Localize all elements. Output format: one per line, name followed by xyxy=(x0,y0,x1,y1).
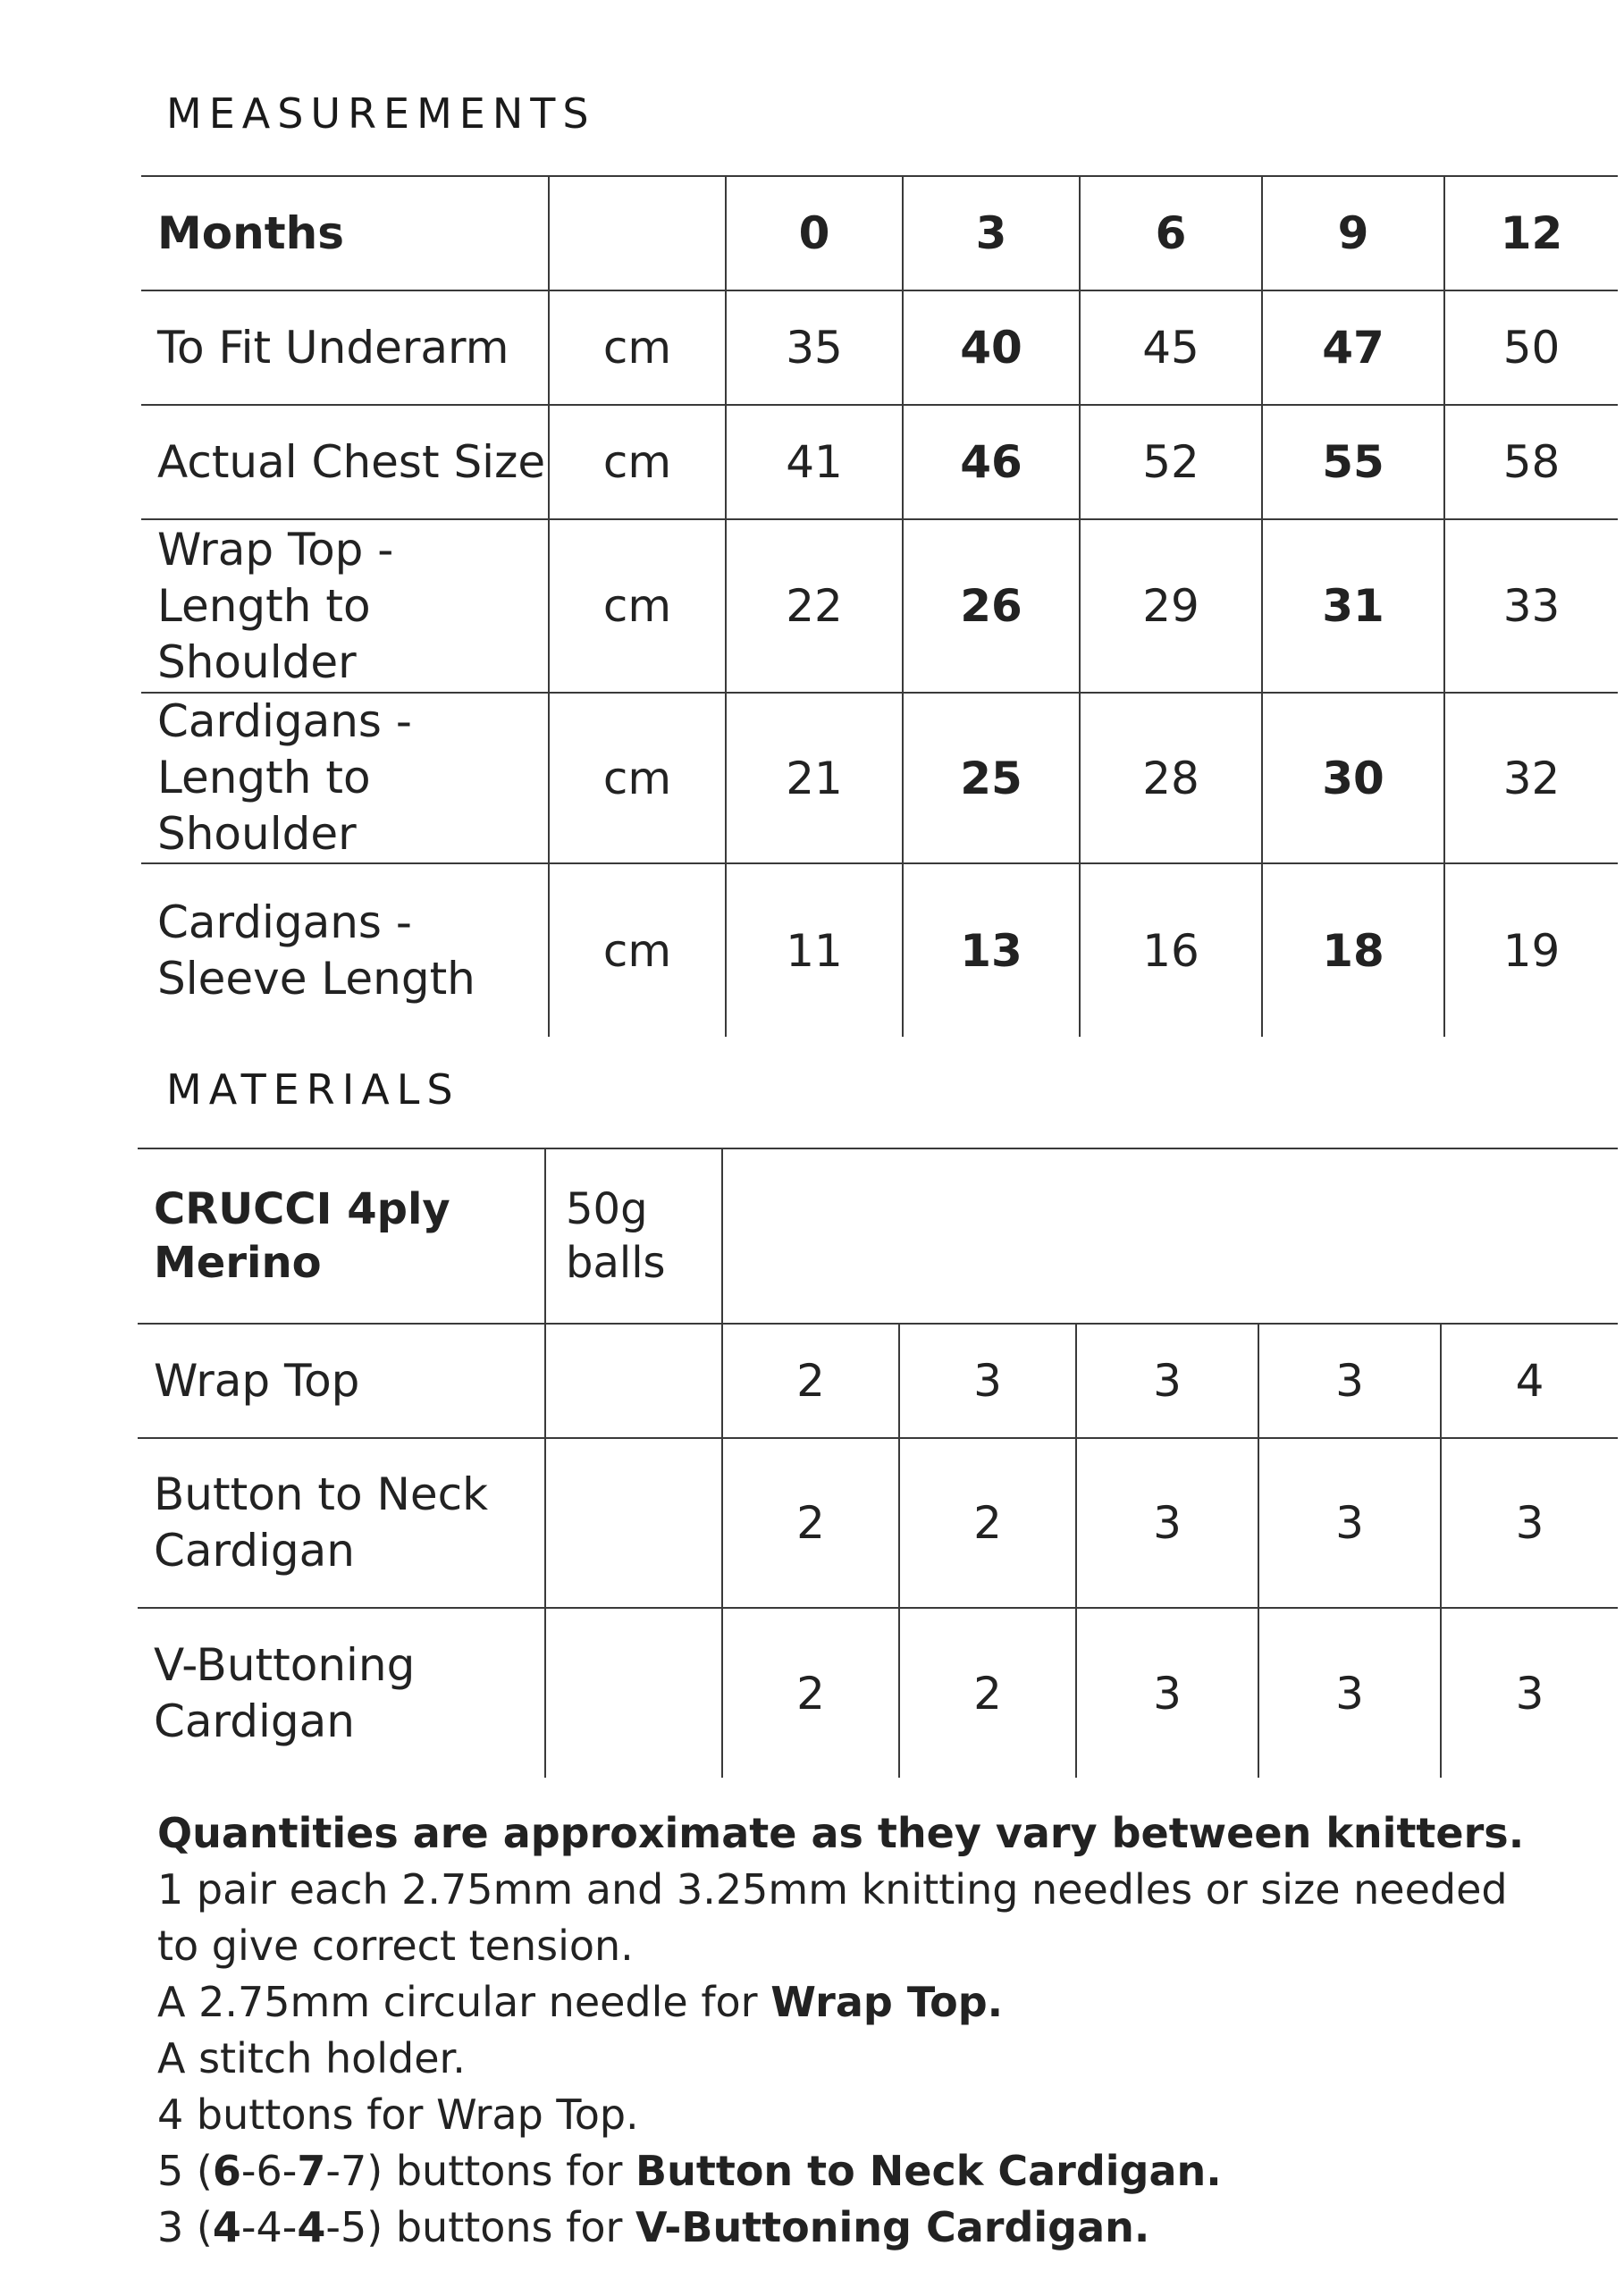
cell-value: 13 xyxy=(903,863,1080,1037)
stitch-holder-note: A stitch holder. xyxy=(157,2034,466,2082)
materials-table xyxy=(138,1148,1618,1778)
months-label: Months xyxy=(141,176,549,290)
item-name: Button to Neck Cardigan. xyxy=(635,2147,1222,2195)
table-row xyxy=(141,519,1618,693)
size-header: 12 xyxy=(1444,176,1618,290)
cell-value: 3 xyxy=(1258,1438,1441,1608)
cell-value: 16 xyxy=(1080,863,1262,1037)
size-header: 3 xyxy=(903,176,1080,290)
cell-value: 40 xyxy=(903,290,1080,405)
table-row xyxy=(141,693,1618,863)
row-label: To Fit Underarm xyxy=(141,290,549,405)
cell-value: 3 xyxy=(1258,1324,1441,1438)
cell-value: 3 xyxy=(1076,1438,1258,1608)
yarn-unit: 50g balls xyxy=(545,1148,722,1324)
table-row xyxy=(141,290,1618,405)
bold-count: 4 xyxy=(297,2203,326,2251)
cell-value: 33 xyxy=(1444,519,1618,693)
row-label: Cardigans - Sleeve Length xyxy=(141,863,549,1037)
cell-value: 2 xyxy=(722,1438,899,1608)
cell-value: 30 xyxy=(1262,693,1444,863)
cell-value: 55 xyxy=(1262,405,1444,519)
v-cardigan-buttons-note: 3 (4-4-4-5) buttons for V-Buttoning Cardigan. xyxy=(157,2203,1150,2251)
cell-value: 25 xyxy=(903,693,1080,863)
table-row xyxy=(138,1438,1618,1608)
circular-needle-text: A 2.75mm circular needle for xyxy=(157,1978,771,2026)
row-unit: cm xyxy=(549,290,726,405)
table-row xyxy=(141,863,1618,1037)
cell-value: 32 xyxy=(1444,693,1618,863)
bold-count: 4 xyxy=(212,2203,241,2251)
count: 7 xyxy=(340,2147,367,2195)
cell-value: 3 xyxy=(1441,1608,1618,1778)
circular-needle-note xyxy=(157,1974,1552,2031)
measurements-heading: MEASUREMENTS xyxy=(166,89,596,138)
cell-value: 3 xyxy=(1258,1608,1441,1778)
row-label: V-Buttoning Cardigan xyxy=(138,1608,545,1778)
cell-value: 2 xyxy=(899,1438,1076,1608)
row-label: Actual Chest Size xyxy=(141,405,549,519)
cell-value: 50 xyxy=(1444,290,1618,405)
measurements-table xyxy=(141,175,1618,1037)
cell-value: 41 xyxy=(726,405,903,519)
table-row xyxy=(141,405,1618,519)
cell-value: 46 xyxy=(903,405,1080,519)
materials-notes xyxy=(157,1805,1552,2256)
row-unit-empty xyxy=(545,1438,722,1608)
cell-value: 11 xyxy=(726,863,903,1037)
cell-value: 2 xyxy=(722,1324,899,1438)
size-header: 6 xyxy=(1080,176,1262,290)
row-label: Wrap Top xyxy=(138,1324,545,1438)
materials-heading: MATERIALS xyxy=(166,1065,460,1114)
row-unit-empty xyxy=(545,1608,722,1778)
cell-value: 58 xyxy=(1444,405,1618,519)
count: 6 xyxy=(256,2147,282,2195)
cell-value: 3 xyxy=(1076,1608,1258,1778)
cell-value: 31 xyxy=(1262,519,1444,693)
cell-value: 18 xyxy=(1262,863,1444,1037)
row-unit: cm xyxy=(549,519,726,693)
needles-note: 1 pair each 2.75mm and 3.25mm knitting needles or size needed to give correct tension. xyxy=(157,1865,1508,1970)
materials-header-row xyxy=(138,1148,1618,1324)
row-label: Cardigans - Length to Shoulder xyxy=(141,693,549,863)
text: ) buttons for xyxy=(366,2203,636,2251)
unit-header-empty xyxy=(549,176,726,290)
text: ) buttons for xyxy=(366,2147,636,2195)
cell-value: 2 xyxy=(899,1608,1076,1778)
yarn-name: CRUCCI 4ply Merino xyxy=(138,1148,545,1324)
cell-value: 2 xyxy=(722,1608,899,1778)
row-unit-empty xyxy=(545,1324,722,1438)
header-empty xyxy=(722,1148,1618,1324)
cell-value: 52 xyxy=(1080,405,1262,519)
count: 4 xyxy=(256,2203,282,2251)
bold-count: 7 xyxy=(297,2147,326,2195)
quantities-note: Quantities are approximate as they vary between knitters. xyxy=(157,1809,1525,1857)
row-label: Button to Neck Cardigan xyxy=(138,1438,545,1608)
cell-value: 35 xyxy=(726,290,903,405)
cell-value: 26 xyxy=(903,519,1080,693)
table-row xyxy=(138,1608,1618,1778)
count: 5 xyxy=(340,2203,367,2251)
row-unit: cm xyxy=(549,863,726,1037)
cell-value: 4 xyxy=(1441,1324,1618,1438)
row-label: Wrap Top - Length to Shoulder xyxy=(141,519,549,693)
measurements-header-row xyxy=(141,176,1618,290)
cell-value: 45 xyxy=(1080,290,1262,405)
table-row xyxy=(138,1324,1618,1438)
size-header: 9 xyxy=(1262,176,1444,290)
size-header: 0 xyxy=(726,176,903,290)
item-name: V-Buttoning Cardigan. xyxy=(635,2203,1150,2251)
bold-count: 6 xyxy=(212,2147,241,2195)
cell-value: 47 xyxy=(1262,290,1444,405)
circular-needle-item: Wrap Top. xyxy=(770,1978,1004,2026)
cell-value: 3 xyxy=(1441,1438,1618,1608)
text: 5 ( xyxy=(157,2147,213,2195)
cell-value: 29 xyxy=(1080,519,1262,693)
cell-value: 3 xyxy=(1076,1324,1258,1438)
neck-cardigan-buttons-note: 5 (6-6-7-7) buttons for Button to Neck Cardigan. xyxy=(157,2147,1222,2195)
cell-value: 28 xyxy=(1080,693,1262,863)
row-unit: cm xyxy=(549,693,726,863)
cell-value: 22 xyxy=(726,519,903,693)
wrap-top-buttons-note: 4 buttons for Wrap Top. xyxy=(157,2090,639,2139)
row-unit: cm xyxy=(549,405,726,519)
text: 3 ( xyxy=(157,2203,213,2251)
cell-value: 21 xyxy=(726,693,903,863)
cell-value: 19 xyxy=(1444,863,1618,1037)
cell-value: 3 xyxy=(899,1324,1076,1438)
